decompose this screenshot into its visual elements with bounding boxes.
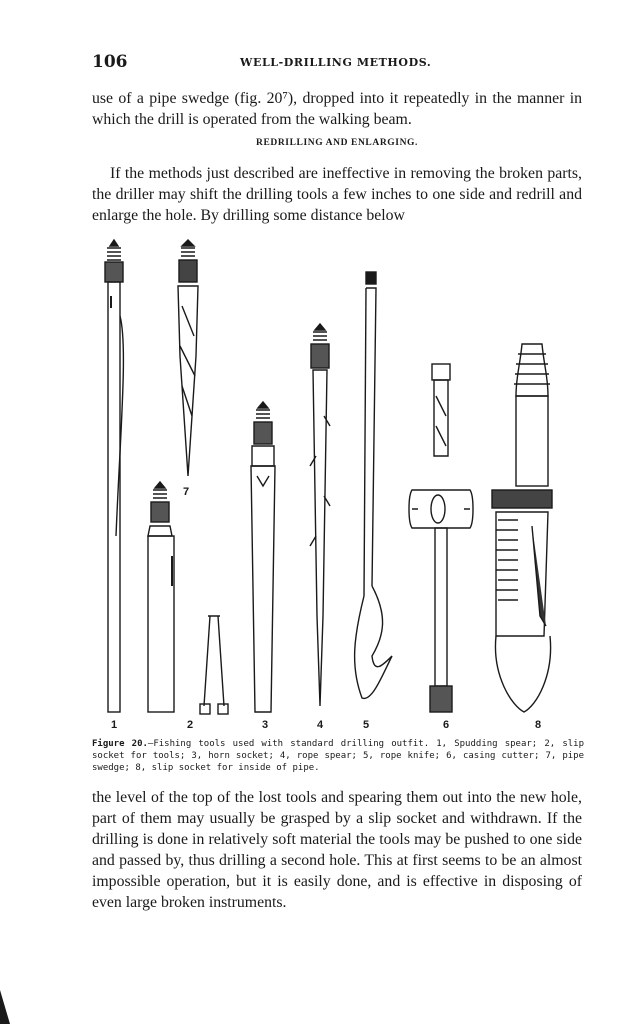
figure-caption [92, 738, 584, 774]
section-heading: REDRILLING AND ENLARGING. [255, 138, 418, 148]
fishing-tools-illustration [92, 236, 582, 736]
pipe-swedge-drawing [178, 240, 198, 476]
figure-label-5: 5 [362, 719, 370, 731]
figure-label-8: 8 [534, 719, 542, 731]
running-head [92, 52, 582, 76]
figure-label-4: 4 [316, 719, 324, 731]
paragraph-intro: use of a pipe swedge (fig. 20⁷), dropped into it repeatedly in the manner in which the drill is operated from the walking beam. [92, 90, 582, 128]
spudding-spear-drawing [105, 240, 123, 712]
figure-label-7: 7 [183, 486, 190, 498]
figure-fishing-tools [92, 236, 582, 736]
casing-cutter-drawing [409, 364, 473, 712]
scan-corner-mark [0, 990, 10, 1024]
slip-socket-drawing [148, 482, 228, 714]
rope-knife-drawing [355, 272, 392, 698]
running-title: WELL-DRILLING METHODS. [240, 56, 432, 69]
figure-label-1: 1 [110, 719, 118, 731]
inside-slip-socket-drawing [492, 344, 552, 712]
paragraph-continuation: the level of the top of the lost tools and spearing them out into the new hole, part of them may usually be grasped by a slip socket and withdrawn. If the drilling is done in relatively soft material the tools may be pushed to one side and passed by, thus drilling a second hole. This at first seems to be an almost impossible operation, but it is easily done, and is effective in disposing of even large broken instruments. [92, 789, 582, 911]
caption-text: —Fishing tools used with standard drilling outfit. 1, Spudding spear; 2, slip socket for tools; 3, horn socket; 4, rope spear; 5, rope knife; 6, casing cutter; 7, pipe swedge; 8, slip socket for inside of pipe. [92, 739, 584, 773]
figure-label-6: 6 [442, 719, 450, 731]
figure-label-2: 2 [186, 719, 194, 731]
page-number: 106 [92, 52, 128, 72]
caption-lead: Figure 20. [92, 739, 148, 749]
horn-socket-drawing [251, 402, 275, 712]
figure-label-3: 3 [261, 719, 269, 731]
paragraph-redrilling: If the methods just described are ineffective in removing the broken parts, the driller may shift the drilling tools a few inches to one side and redrill and enlarge the hole. By drilling some distance below [92, 165, 582, 224]
rope-spear-drawing [310, 324, 330, 706]
